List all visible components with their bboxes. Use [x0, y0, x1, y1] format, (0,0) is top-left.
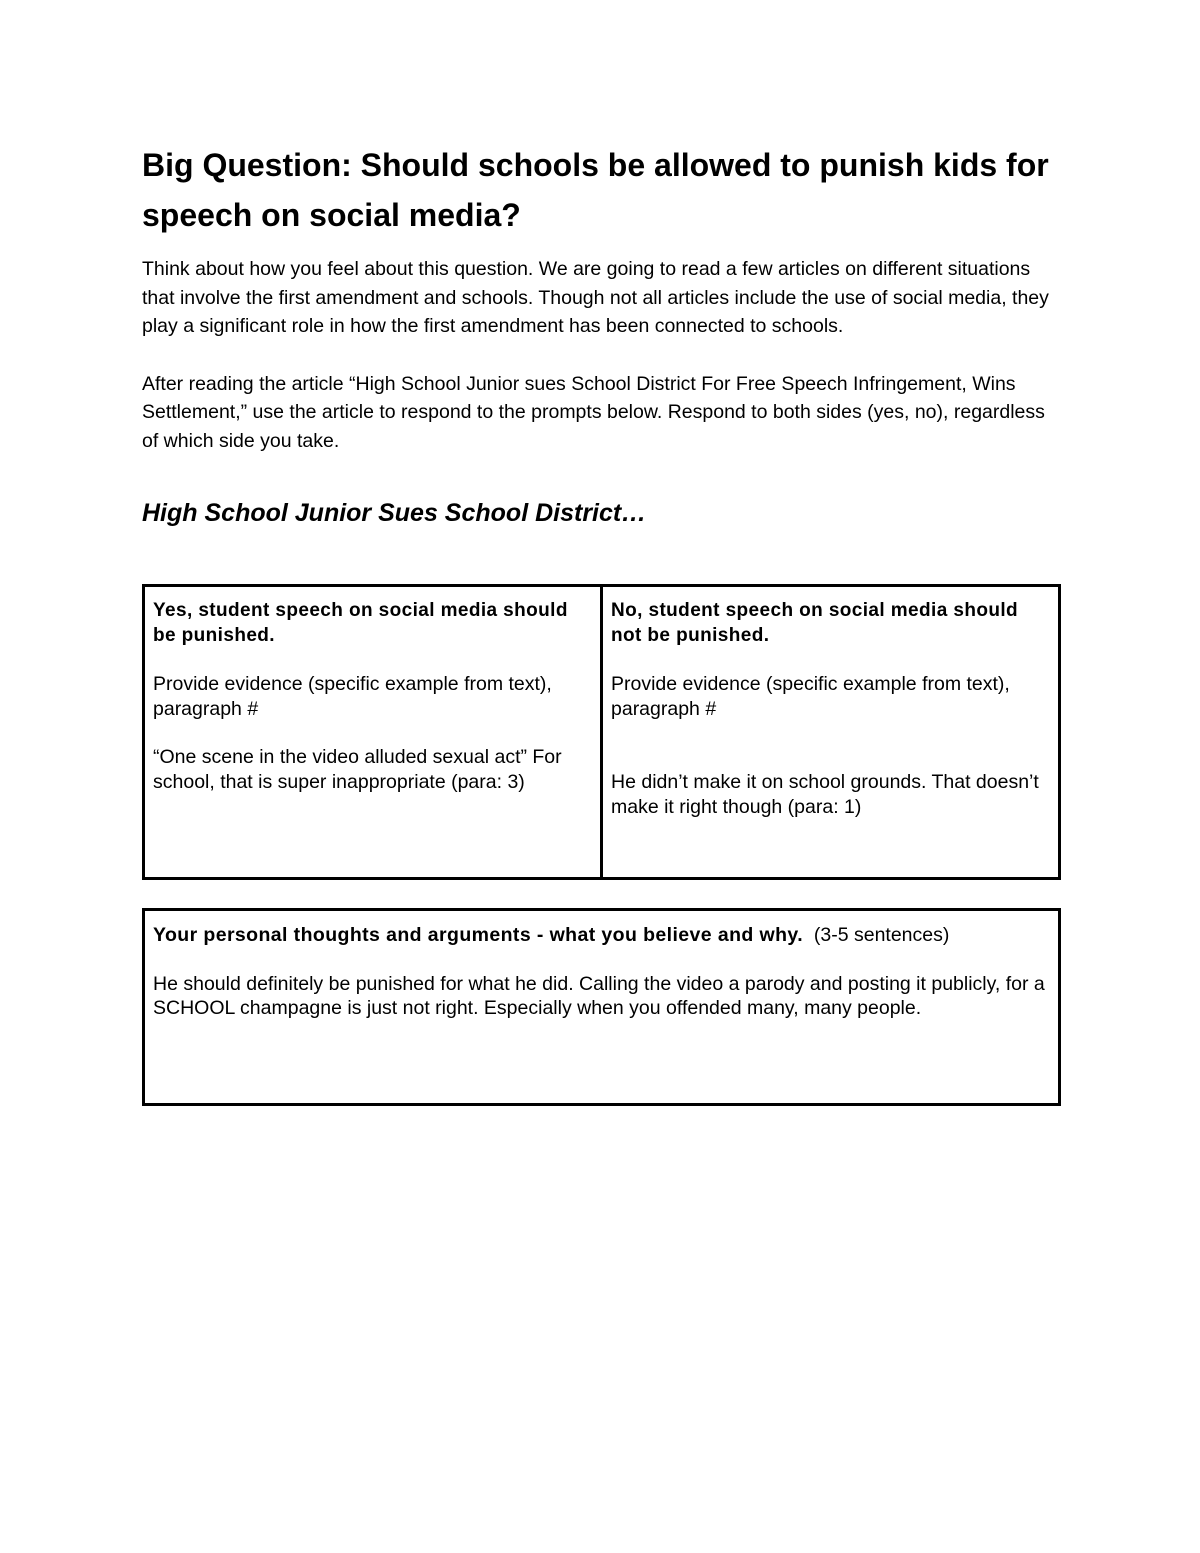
no-side-response[interactable]: He didn’t make it on school grounds. That doesn’t make it right though (para: 1) [611, 771, 1039, 818]
no-side-heading: No, student speech on social media should not be punished. [611, 600, 1019, 646]
article-heading: High School Junior Sues School District… [142, 498, 647, 527]
personal-thoughts-title: Your personal thoughts and arguments - what you believe and why. [153, 924, 804, 946]
sides-table [142, 584, 1061, 880]
personal-thoughts-response[interactable]: He should definitely be punished for what he did. Calling the video a parody and posting it publicly, for a SCHOOL champagne is just not right. Especially when you offended many, many people. [153, 972, 1045, 1019]
personal-thoughts-box[interactable] [142, 908, 1061, 1106]
sentence-count-note: (3-5 sentences) [803, 924, 950, 946]
worksheet-page [142, 140, 1062, 558]
yes-side-response[interactable]: “One scene in the video alluded sexual act” For school, that is super inappropriate (para: 3) [153, 746, 562, 793]
yes-side-prompt: Provide evidence (specific example from text), paragraph # [153, 673, 552, 720]
instructions-paragraph: After reading the article “High School Junior sues School District For Free Speech Infringement, Wins Settlement,” use the article to respond to the prompts below. Respond to both sides (yes, no), regardless of which side you take. [142, 372, 1045, 452]
no-side-prompt: Provide evidence (specific example from text), paragraph # [611, 673, 1010, 720]
no-side-cell[interactable] [600, 587, 1058, 877]
yes-side-heading: Yes, student speech on social media should be punished. [153, 600, 568, 646]
intro-paragraph: Think about how you feel about this question. We are going to read a few articles on different situations that involve the first amendment and schools. Though not all articles include the use of social media, they play a significant role in how the first amendment has been connected to schools. [142, 258, 1049, 338]
page-title: Big Question: Should schools be allowed to punish kids for speech on social media? [142, 147, 1049, 233]
yes-side-cell[interactable] [145, 587, 600, 877]
personal-thoughts-heading [153, 923, 1050, 948]
